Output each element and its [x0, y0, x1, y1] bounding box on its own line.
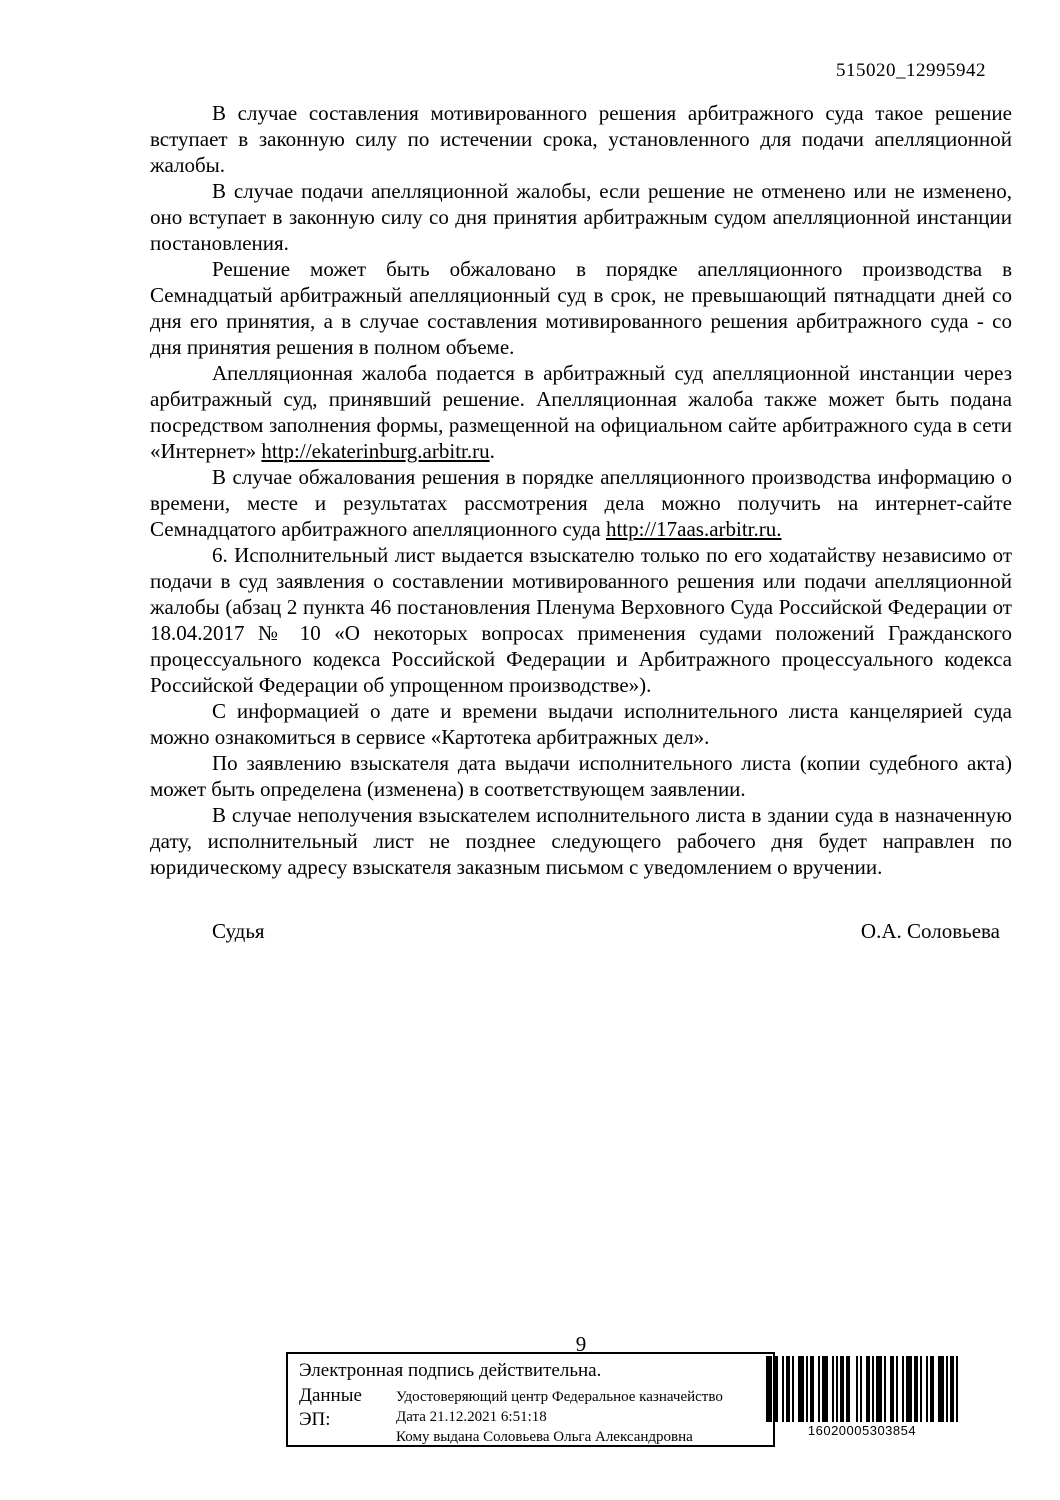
- document-number: 515020_12995942: [836, 60, 986, 81]
- paragraph-4-text: Апелляционная жалоба подается в арбитражный суд апелляционной инстанции через арбитражный суд, принявший решение. Апелляционная жалоба также может быть подана посредством заполнения формы, размещенной на официальном сайте арбитражного суда в сети «Интернет»: [150, 361, 1012, 463]
- 17aas-arbitr-link[interactable]: http://17aas.arbitr.ru.: [605, 517, 782, 541]
- stamp-detail-authority: Удостоверяющий центр Федеральное казначейство: [396, 1389, 723, 1405]
- paragraph-1: В случае составления мотивированного решения арбитражного суда такое решение вступает в законную силу по истечении срока, установленного для подачи апелляционной жалобы.: [150, 101, 1012, 177]
- ekaterinburg-arbitr-link[interactable]: http://ekaterinburg.arbitr.ru: [261, 439, 490, 463]
- paragraph-5-text: В случае обжалования решения в порядке апелляционного производства информацию о времени, месте и результатах рассмотрения дела можно получить на интернет-сайте Семнадцатого арбитражного апелляционного суда: [150, 465, 1012, 541]
- paragraph-3: Решение может быть обжаловано в порядке апелляционного производства в Семнадцатый арбитражный апелляционный суд в срок, не превышающий пятнадцати дней со дня его принятия, а в случае составления мотивированного решения арбитражного суда - со дня принятия решения в полном объеме.: [150, 257, 1012, 359]
- stamp-details: [396, 1384, 723, 1447]
- stamp-data-row: [299, 1384, 763, 1447]
- stamp-detail-issued-to: Кому выдана Соловьева Ольга Александровна: [396, 1429, 693, 1445]
- paragraph-8: По заявлению взыскателя дата выдачи исполнительного листа (копии судебного акта) может быть определена (изменена) в соответствующем заявлении.: [150, 751, 1012, 801]
- judge-name: О.А. Соловьева: [860, 919, 1000, 943]
- paragraph-2: В случае подачи апелляционной жалобы, если решение не отменено или не изменено, оно вступает в законную силу со дня принятия арбитражным судом апелляционной инстанции постановления.: [150, 179, 1012, 255]
- electronic-signature-stamp: [286, 1352, 775, 1447]
- stamp-detail-date: Дата 21.12.2021 6:51:18: [396, 1409, 547, 1425]
- page-number: 9: [575, 1332, 587, 1356]
- barcode: [766, 1356, 958, 1438]
- document-body: [150, 100, 1012, 944]
- paragraph-9: В случае неполучения взыскателем исполнительного листа в здании суда в назначенную дату, исполнительный лист не позднее следующего рабочего дня будет направлен по юридическому адресу взыскателя заказным письмом с уведомлением о вручении.: [150, 803, 1012, 879]
- judge-label: Судья: [212, 919, 265, 943]
- paragraph-4-tail: .: [489, 439, 495, 463]
- paragraph-5: [150, 464, 1012, 542]
- barcode-bars: [766, 1356, 958, 1422]
- signature-row: [150, 918, 1012, 944]
- stamp-data-label: Данные ЭП:: [299, 1385, 362, 1430]
- paragraph-4: [150, 360, 1012, 464]
- paragraph-6: 6. Исполнительный лист выдается взыскателю только по его ходатайству независимо от подачи в суд заявления о составлении мотивированного решения или подачи апелляционной жалобы (абзац 2 пункта 46 постановления Пленума Верховного Суда Российской Федерации от 18.04.2017 № 10 «О некоторых вопросах применения судами положений Гражданского процессуального кодекса Российской Федерации и Арбитражного процессуального кодекса Российской Федерации об упрощенном производстве»).: [150, 543, 1012, 697]
- paragraph-7: С информацией о дате и времени выдачи исполнительного листа канцелярией суда можно ознакомиться в сервисе «Картотека арбитражных дел».: [150, 699, 1012, 749]
- stamp-validity-text: Электронная подпись действительна.: [299, 1360, 602, 1381]
- barcode-number: 16020005303854: [807, 1423, 917, 1438]
